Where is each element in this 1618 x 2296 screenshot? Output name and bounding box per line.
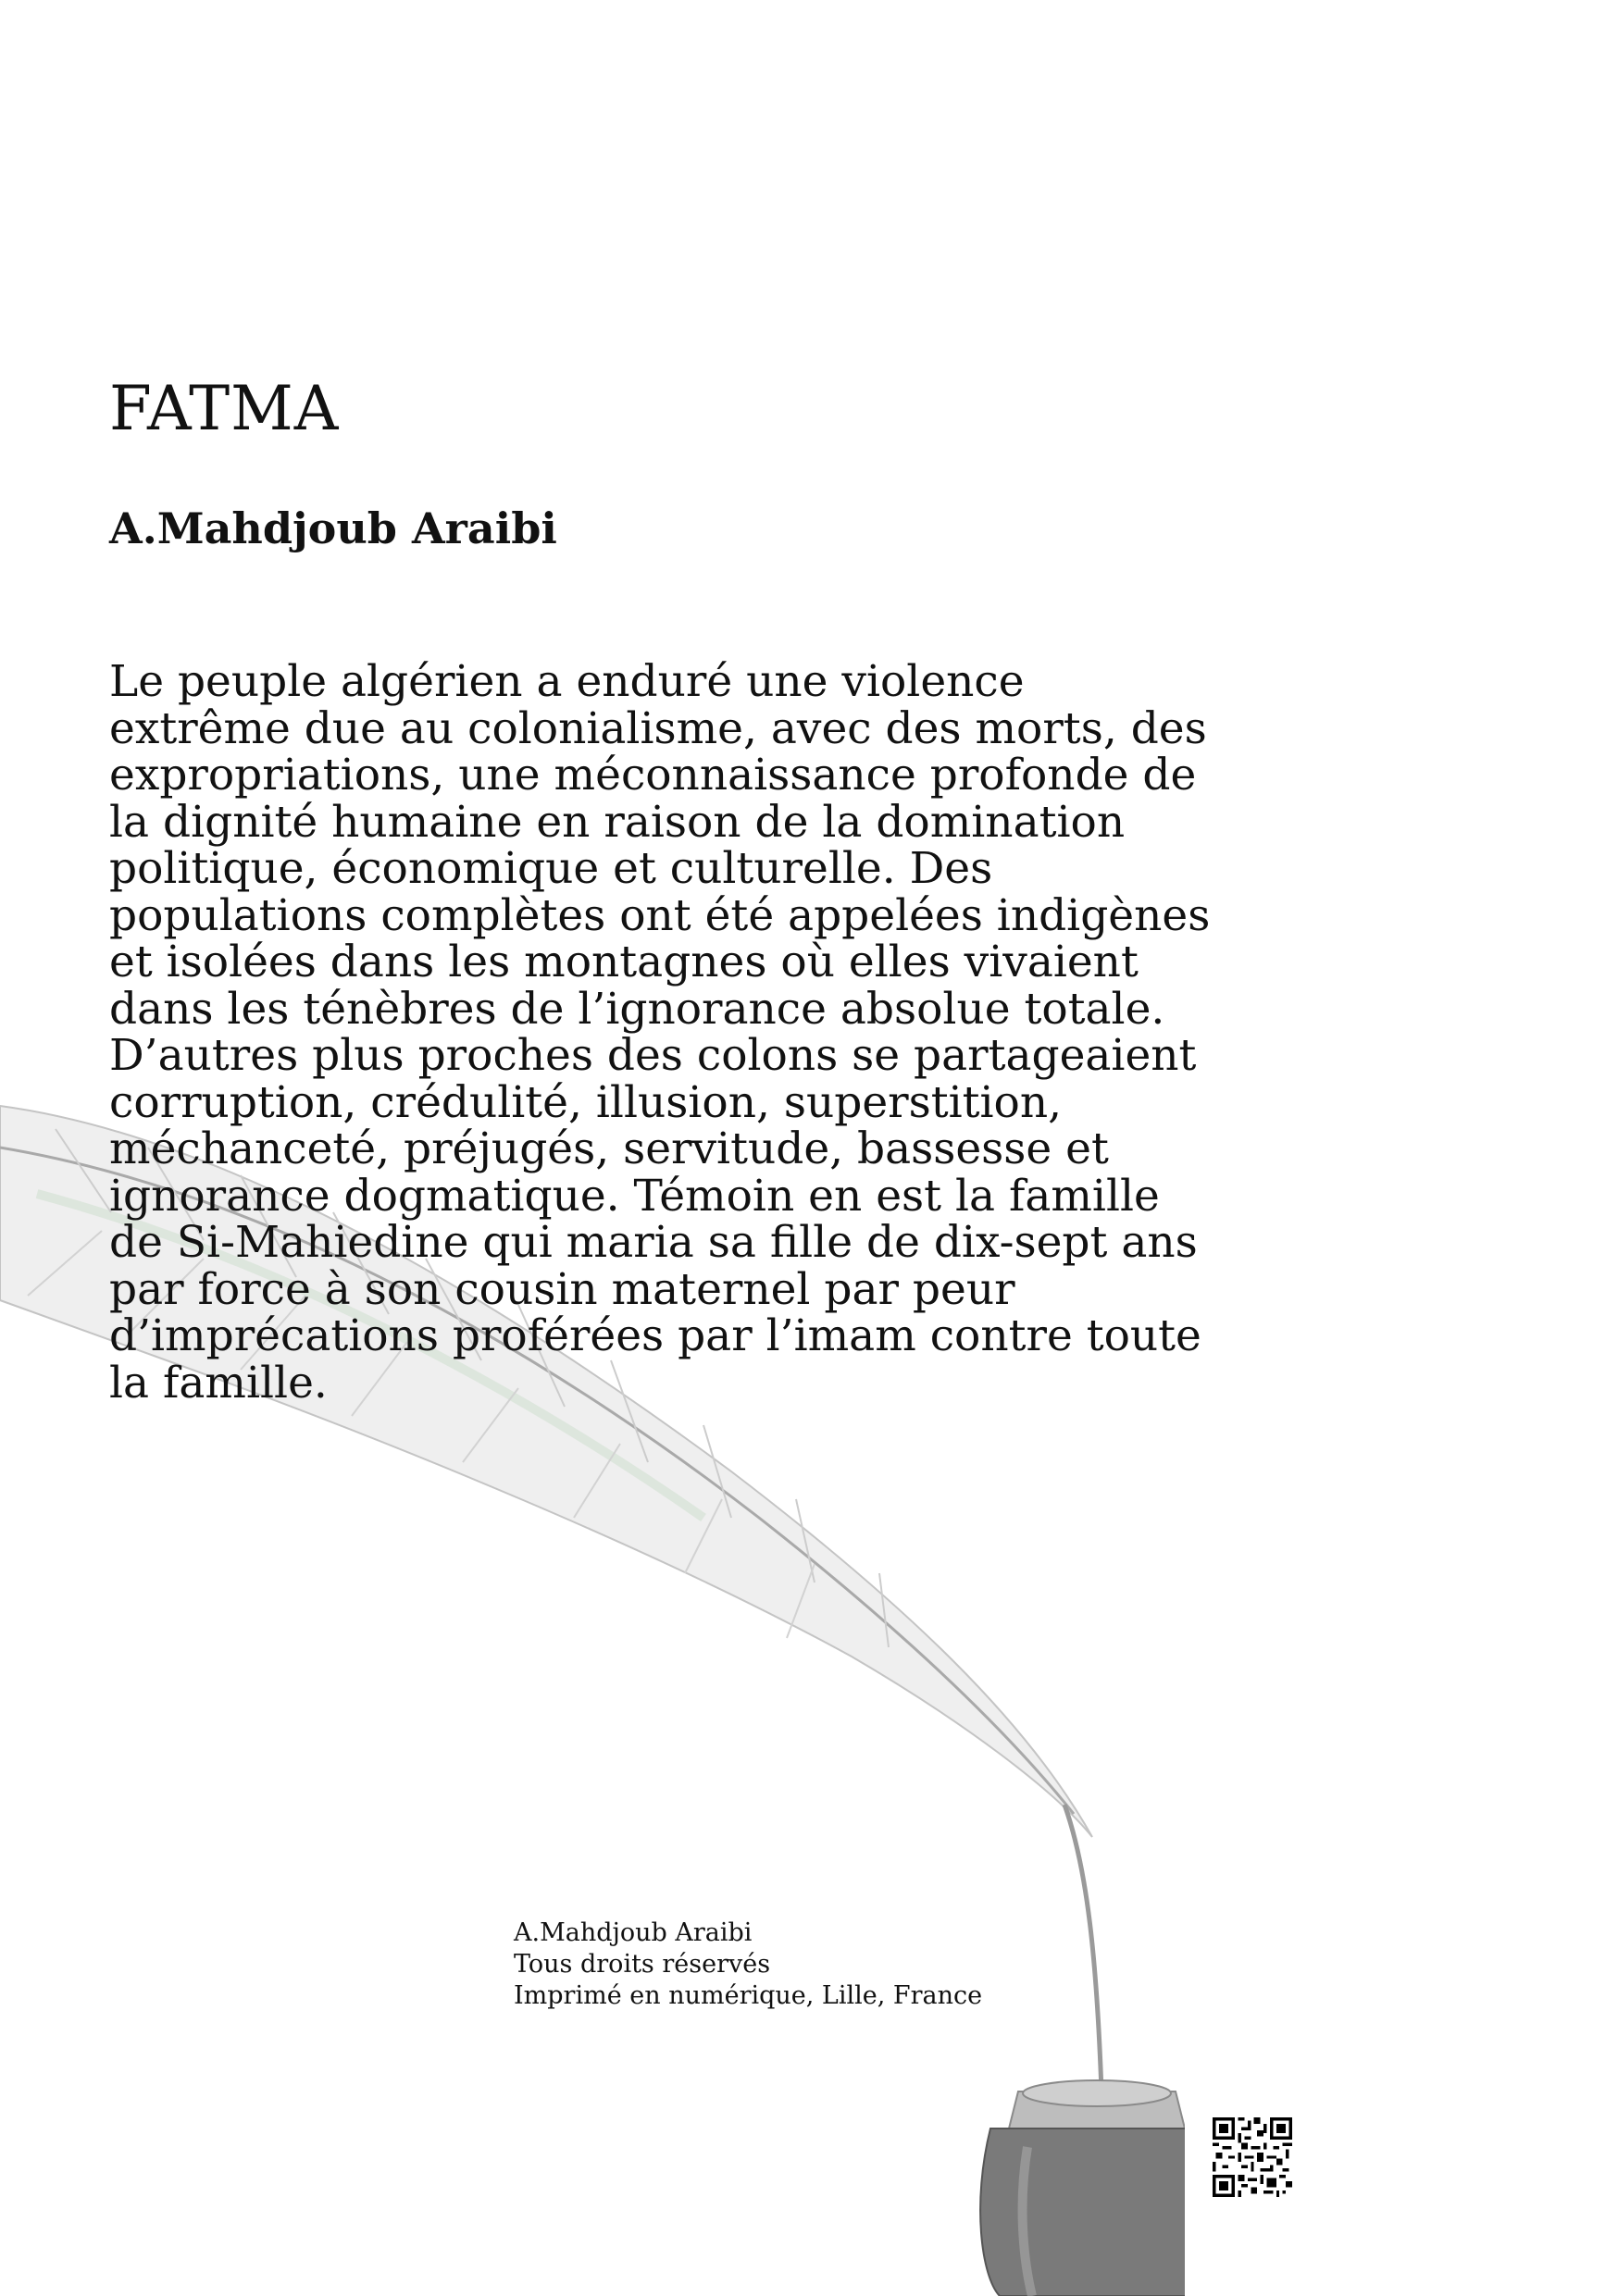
colophon-rights: Tous droits réservés xyxy=(514,1950,771,1979)
colophon-printing: Imprimé en numérique, Lille, France xyxy=(514,1981,983,2010)
author-name: A.Mahdjoub Araibi xyxy=(109,503,557,553)
back-cover-blurb: Le peuple algérien a enduré une violence extrême due au colonialisme, avec des morts, des expropriations, une méconnaissance profonde de la dignité humaine en raison de la domination politique, économique et culturelle. Des populations complètes ont été appelées indigènes et isolées dans les montagnes où elles vivaient dans les ténèbres de l’ignorance absolue totale. D’autres plus proches des colons se partageaient corruption, crédulité, illusion, superstition, méchanceté, préjugés, servitude, bassesse et ignorance dogmatique. Témoin en est la famille de Si-Mahiedine qui maria sa fille de dix-sept ans par force à son cousin maternel par peur d’imprécations proférées par l’imam contre toute la famille. xyxy=(109,656,1211,1409)
qr-code-icon xyxy=(1213,2117,1292,2197)
colophon-author: A.Mahdjoub Araibi xyxy=(514,1918,753,1947)
colophon xyxy=(514,1917,982,2012)
book-title: FATMA xyxy=(109,373,340,444)
